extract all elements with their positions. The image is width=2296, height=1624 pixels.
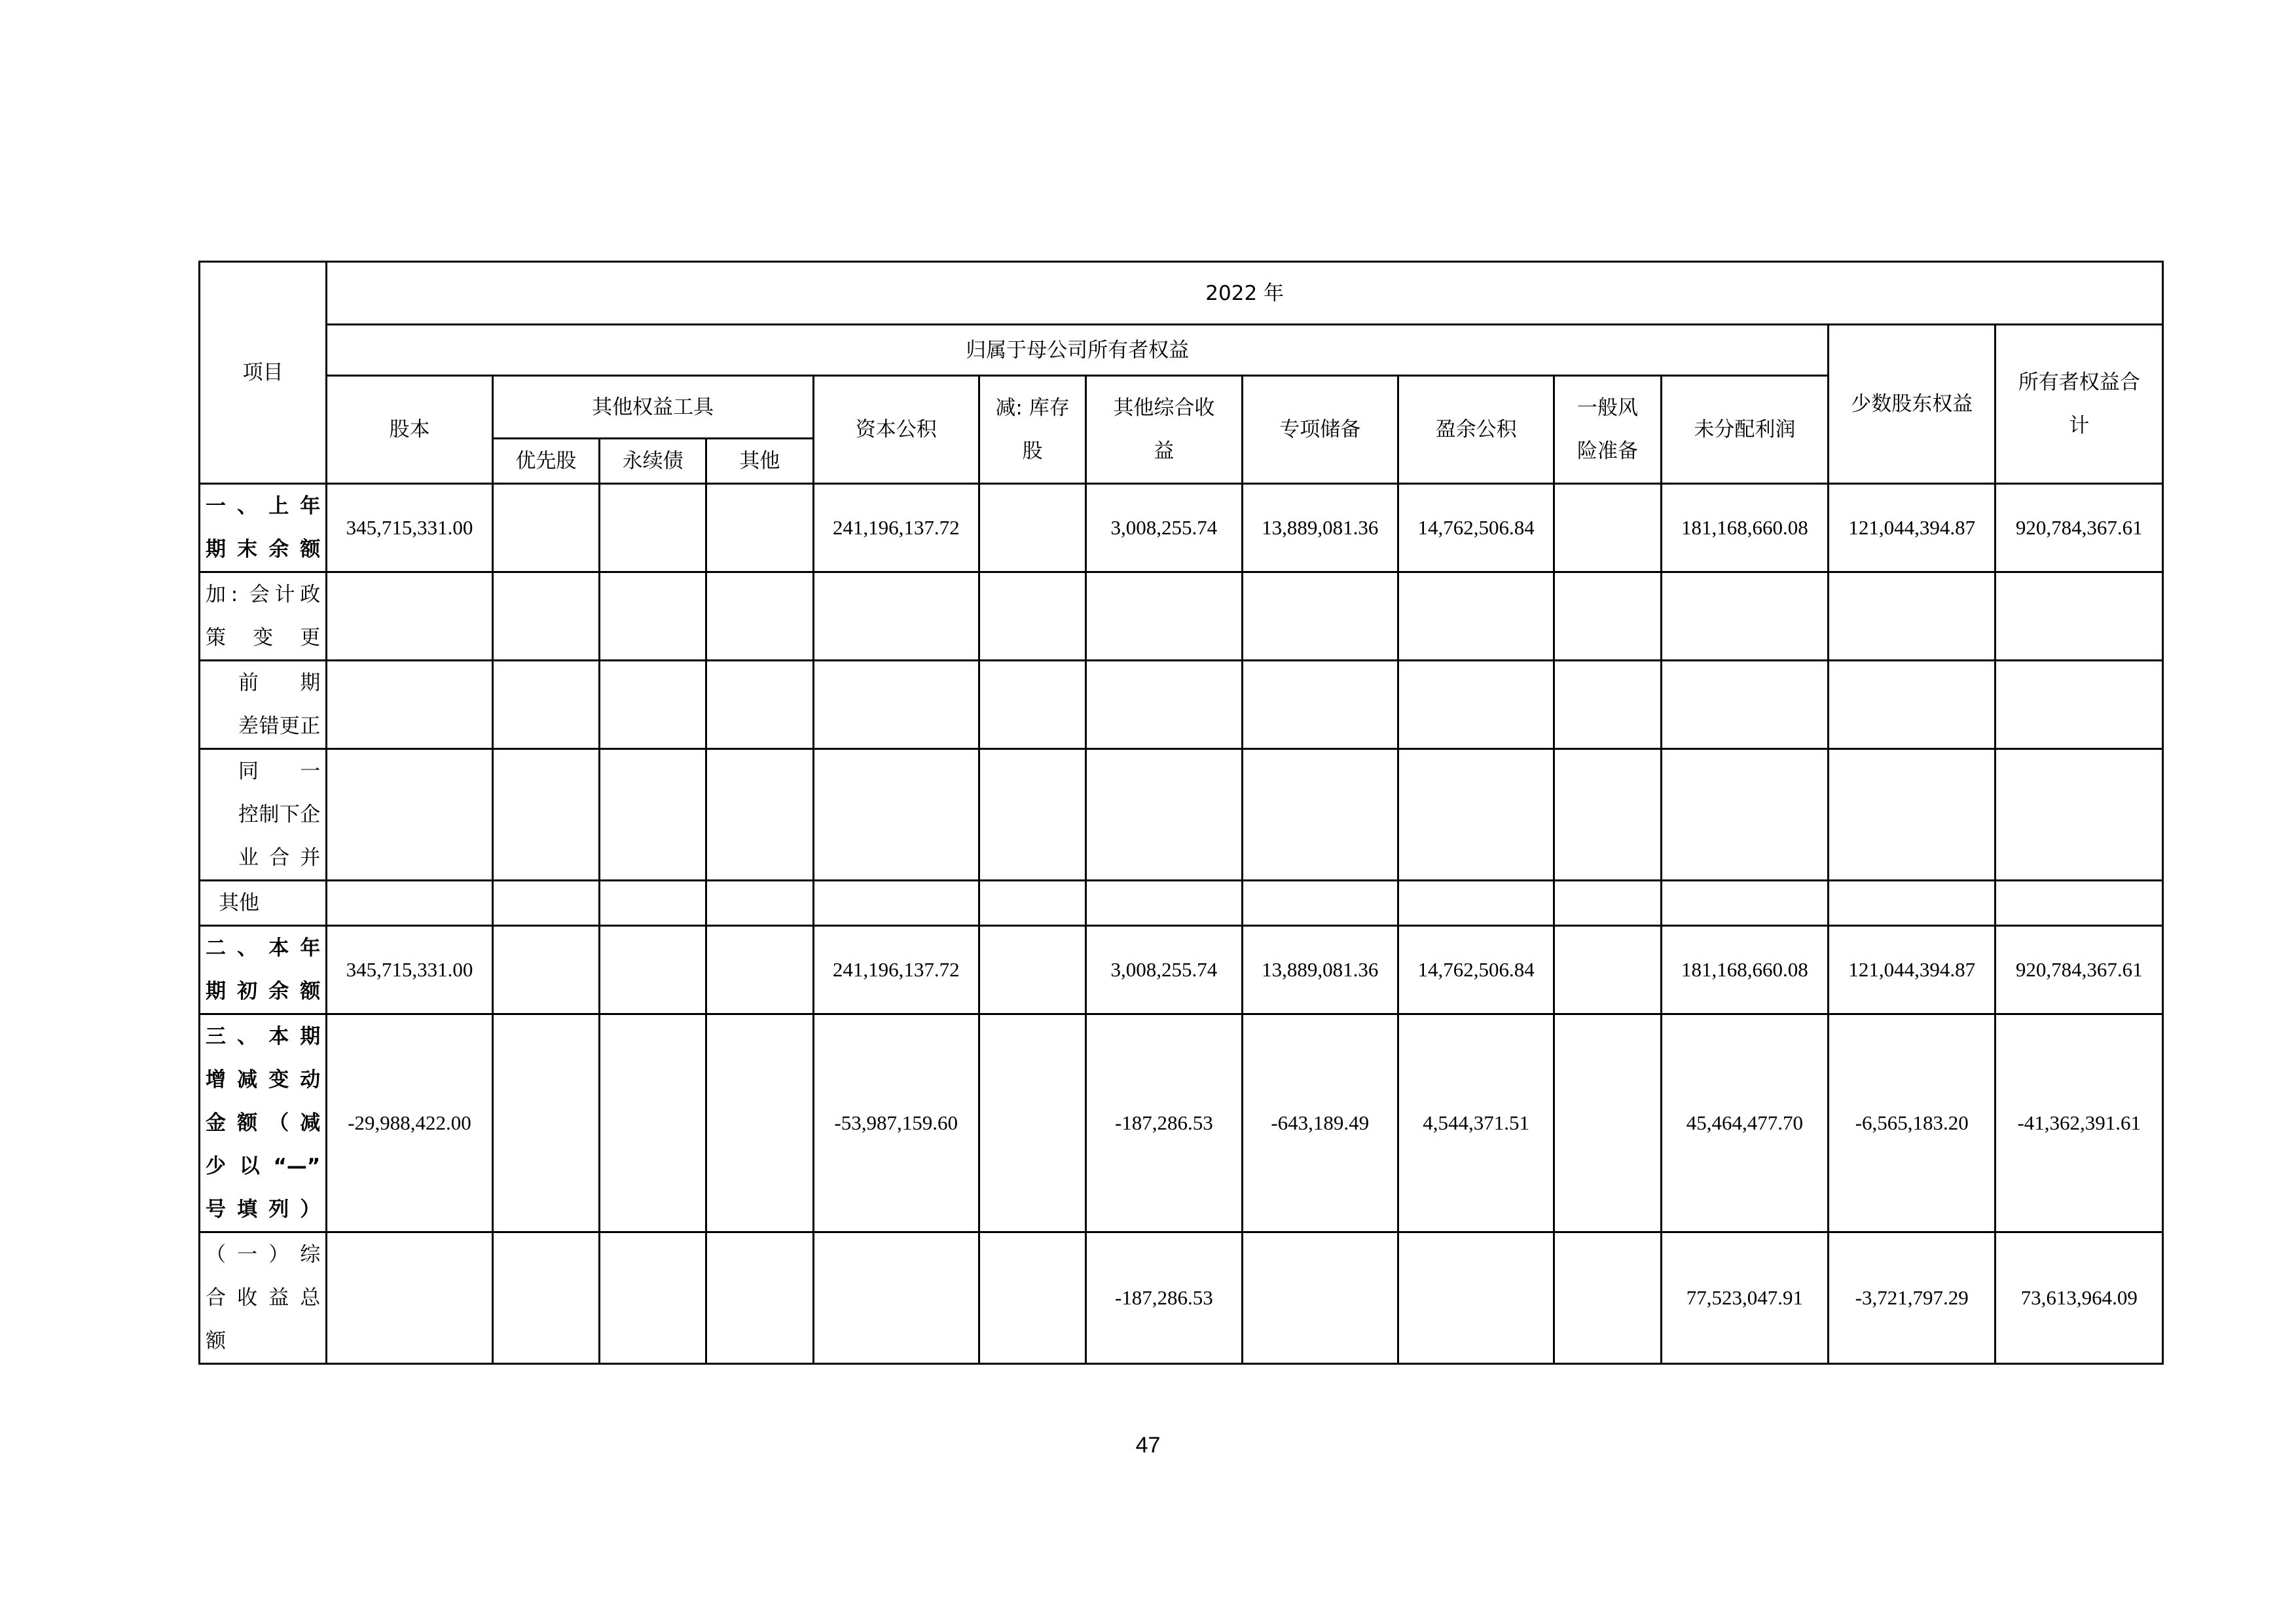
value-cell [1829,572,1995,661]
value-cell: 181,168,660.08 [1661,926,1828,1014]
row-label-line: 增减变动 [206,1068,321,1092]
value-cell [327,1232,492,1364]
row-label-line: 号填列） [206,1198,321,1221]
row-label-line: 一、上年 [206,494,321,518]
value-cell [706,484,813,572]
value-cell: 121,044,394.87 [1829,484,1995,572]
value-cell: 345,715,331.00 [327,484,492,572]
value-cell [1661,661,1828,749]
value-cell: 3,008,255.74 [1086,926,1242,1014]
value-cell: 77,523,047.91 [1661,1232,1828,1364]
value-cell [599,1232,706,1364]
equity-changes-table [198,261,2164,1365]
value-cell [599,572,706,661]
row-label-line: 期末余额 [206,538,321,561]
header-retained-earnings: 未分配利润 [1661,376,1828,484]
value-cell: -643,189.49 [1242,1014,1398,1232]
header-oci [1086,376,1242,484]
header-risk-line1: 一般风 [1576,396,1638,420]
value-cell [1398,661,1554,749]
value-cell [599,661,706,749]
value-cell [492,572,599,661]
value-cell [813,572,979,661]
value-cell: 241,196,137.72 [813,484,979,572]
value-cell: -6,565,183.20 [1829,1014,1995,1232]
value-cell [979,572,1085,661]
value-cell [1829,661,1995,749]
value-cell: 73,613,964.09 [1995,1232,2163,1364]
table-row [200,1232,2163,1364]
row-label-line: 二、本年 [206,936,321,960]
value-cell [1242,881,1398,926]
row-label-line: 业合并 [238,846,321,870]
row-label-line: 策变更 [206,626,321,650]
value-cell [979,749,1085,881]
value-cell [599,484,706,572]
value-cell [1242,1232,1398,1364]
value-cell [1242,749,1398,881]
value-cell [1398,749,1554,881]
value-cell [1554,1232,1661,1364]
table-row [200,749,2163,881]
value-cell [1398,572,1554,661]
value-cell [1829,881,1995,926]
value-cell [979,926,1085,1014]
row-label-line: 同 一 [238,760,321,783]
value-cell [1829,749,1995,881]
value-cell: -187,286.53 [1086,1014,1242,1232]
value-cell [1398,881,1554,926]
value-cell [492,881,599,926]
value-cell [1242,572,1398,661]
value-cell [1661,881,1828,926]
row-label-line: （一）综 [206,1243,321,1266]
value-cell [706,749,813,881]
value-cell [492,1232,599,1364]
value-cell: -29,988,422.00 [327,1014,492,1232]
value-cell [1554,926,1661,1014]
value-cell: -187,286.53 [1086,1232,1242,1364]
row-label-line: 加: 会计政 [206,583,321,606]
value-cell [327,572,492,661]
header-other-instruments: 其他权益工具 [492,376,813,439]
table-body [200,484,2163,1364]
header-minority: 少数股东权益 [1829,325,1995,484]
value-cell: 14,762,506.84 [1398,484,1554,572]
row-label [200,661,327,749]
header-total-line2: 计 [2069,414,2090,437]
value-cell [599,1014,706,1232]
value-cell [813,749,979,881]
value-cell [1554,572,1661,661]
value-cell [813,1232,979,1364]
header-parent-equity: 归属于母公司所有者权益 [327,325,1829,376]
header-item: 项目 [200,262,327,484]
value-cell [1661,749,1828,881]
value-cell: -53,987,159.60 [813,1014,979,1232]
row-label [200,1014,327,1232]
value-cell [599,749,706,881]
value-cell: 4,544,371.51 [1398,1014,1554,1232]
value-cell: 13,889,081.36 [1242,484,1398,572]
table-row [200,881,2163,926]
header-oci-line2: 益 [1154,439,1175,463]
value-cell: 121,044,394.87 [1829,926,1995,1014]
value-cell: 920,784,367.61 [1995,926,2163,1014]
value-cell [327,661,492,749]
header-risk-line2: 险准备 [1576,439,1638,463]
header-total-line1: 所有者权益合 [2018,371,2140,394]
value-cell: 14,762,506.84 [1398,926,1554,1014]
value-cell [706,661,813,749]
header-treasury-line1: 减: 库存 [995,396,1070,420]
value-cell [813,881,979,926]
value-cell [327,749,492,881]
value-cell [599,926,706,1014]
table-row [200,926,2163,1014]
value-cell [706,926,813,1014]
value-cell: 241,196,137.72 [813,926,979,1014]
value-cell [979,661,1085,749]
value-cell [1554,1014,1661,1232]
value-cell [1554,881,1661,926]
header-oci-line1: 其他综合收 [1113,396,1215,420]
header-general-risk [1554,376,1661,484]
value-cell: 13,889,081.36 [1242,926,1398,1014]
value-cell: 920,784,367.61 [1995,484,2163,572]
row-label-line: 三、本期 [206,1025,321,1048]
value-cell [1995,572,2163,661]
header-year: 2022 年 [327,262,2163,325]
value-cell [492,749,599,881]
value-cell [979,484,1085,572]
value-cell [492,484,599,572]
header-perpetual-bonds: 永续债 [599,439,706,484]
row-label [200,572,327,661]
header-share-capital: 股本 [327,376,492,484]
table-row [200,484,2163,572]
row-label [200,1232,327,1364]
table-row [200,572,2163,661]
row-label-line: 金额（减 [206,1111,321,1135]
value-cell [979,1014,1085,1232]
value-cell [979,1232,1085,1364]
value-cell [1086,572,1242,661]
value-cell [327,881,492,926]
value-cell [1554,484,1661,572]
value-cell: -41,362,391.61 [1995,1014,2163,1232]
row-label-line: 前 期 [238,671,321,695]
value-cell [1554,661,1661,749]
row-label-line: 期初余额 [206,980,321,1003]
value-cell: 181,168,660.08 [1661,484,1828,572]
value-cell [1995,881,2163,926]
value-cell [706,1232,813,1364]
header-treasury-line2: 股 [1022,439,1043,463]
value-cell [706,881,813,926]
value-cell [706,1014,813,1232]
table-row [200,1014,2163,1232]
value-cell: -3,721,797.29 [1829,1232,1995,1364]
value-cell [1086,749,1242,881]
row-label [200,926,327,1014]
row-label-line: 少以“—” [206,1154,321,1178]
row-label [200,749,327,881]
table-row [200,661,2163,749]
value-cell: 45,464,477.70 [1661,1014,1828,1232]
value-cell [979,881,1085,926]
value-cell [1995,749,2163,881]
value-cell [1995,661,2163,749]
row-label-line: 差错更正 [238,714,321,738]
row-label [200,484,327,572]
row-label-line: 合收益总 [206,1286,321,1310]
table-header [200,262,2163,484]
value-cell [492,661,599,749]
equity-table-container [198,261,2164,1365]
header-preferred-shares: 优先股 [492,439,599,484]
header-special-reserve: 专项储备 [1242,376,1398,484]
value-cell [492,1014,599,1232]
value-cell [492,926,599,1014]
row-label [200,881,327,926]
page-number: 47 [1135,1433,1161,1458]
header-capital-reserve: 资本公积 [813,376,979,484]
value-cell [706,572,813,661]
header-surplus-reserve: 盈余公积 [1398,376,1554,484]
value-cell [1086,881,1242,926]
value-cell: 3,008,255.74 [1086,484,1242,572]
value-cell [599,881,706,926]
row-label-line: 其他 [219,891,259,915]
value-cell [1554,749,1661,881]
value-cell [1398,1232,1554,1364]
value-cell [1086,661,1242,749]
header-treasury-stock [979,376,1085,484]
value-cell [1242,661,1398,749]
row-label-line: 额 [206,1329,226,1353]
header-other-instrument: 其他 [706,439,813,484]
row-label-line: 控制下企 [238,803,321,826]
value-cell [813,661,979,749]
value-cell: 345,715,331.00 [327,926,492,1014]
value-cell [1661,572,1828,661]
header-total [1995,325,2163,484]
